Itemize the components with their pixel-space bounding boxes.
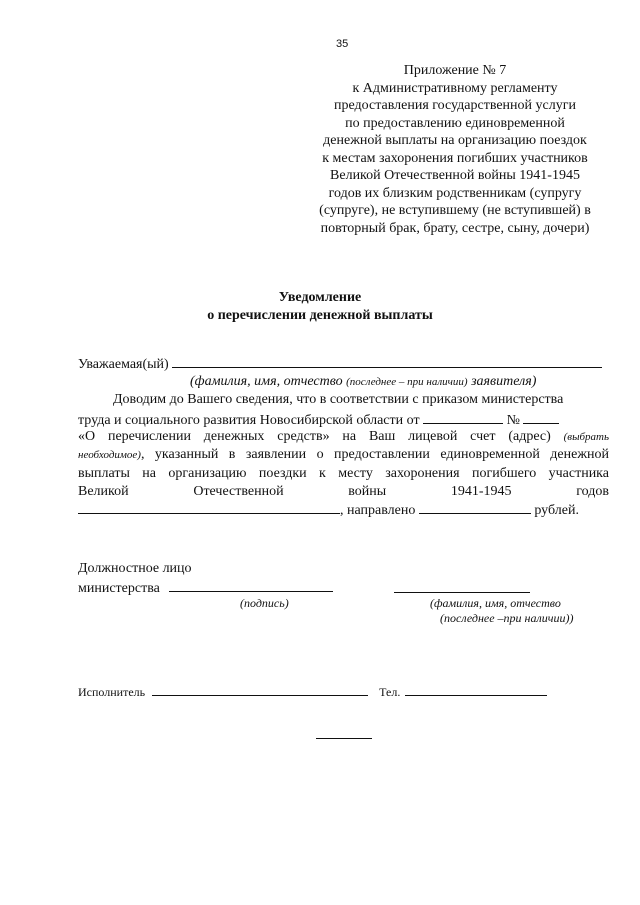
body-line-4: необходимое), указанный в заявлении о предоставлении единовременной денежной [78, 447, 609, 462]
annex-line: денежной выплаты на организацию поездок [323, 133, 587, 148]
page-number: 35 [336, 38, 349, 50]
name-hint-1: (фамилия, имя, отчество [430, 596, 561, 610]
annex-line: (супруге), не вступившему (не вступившей) в [319, 203, 591, 218]
signature-blank[interactable] [169, 578, 333, 592]
ministry-label: министерства [78, 578, 333, 599]
salutation-hint: (фамилия, имя, отчество (последнее – при наличии) заявителя) [190, 374, 537, 389]
salutation-blank-1[interactable] [172, 354, 248, 368]
amount-blank[interactable] [419, 500, 531, 514]
document-title: Уведомление [278, 290, 362, 305]
salutation-row [78, 354, 602, 375]
annex-line: к Административному регламенту [352, 80, 558, 96]
annex-line: Приложение № 7 [403, 63, 507, 78]
end-divider [316, 738, 372, 739]
annex-line: годов их близким родственникам (супругу [328, 185, 582, 201]
executor-blank[interactable] [152, 684, 368, 696]
executor-row [78, 684, 547, 700]
salutation-label: Уважаемая(ый) [78, 357, 169, 372]
order-date-blank[interactable] [423, 410, 503, 424]
annex-line: повторный брак, брату, сестре, сыну, дочери) [320, 220, 590, 236]
salutation-blank-2[interactable] [248, 354, 602, 368]
body-line-3: «О перечислении денежных средств» на Ваш лицевой счет (адрес) (выбрать [78, 429, 610, 444]
name-hint-2: (последнее –при наличии)) [440, 611, 574, 625]
body-line-6: Великой Отечественной войны 1941-1945 годов [78, 484, 609, 499]
document-subtitle: о перечислении денежной выплаты [207, 308, 433, 323]
annex-line: Великой Отечественной войны 1941-1945 [330, 168, 580, 183]
address-blank[interactable] [78, 500, 340, 514]
executor-label: Исполнитель [78, 685, 146, 699]
annex-header [290, 62, 620, 237]
body-line-2: труда и социального развития Новосибирской области от № [78, 410, 559, 431]
annex-line: предоставления государственной услуги [334, 98, 576, 113]
tel-blank[interactable] [405, 684, 547, 696]
body-line-5: выплаты на организацию поездки к месту захоронения погибшего участника [78, 466, 609, 481]
body-line-7: , направлено рублей. [78, 500, 579, 521]
order-number-blank[interactable] [523, 410, 559, 424]
signature-hint: (подпись) [240, 596, 289, 610]
official-label: Должностное лицо [78, 561, 192, 576]
body-line-1: Доводим до Вашего сведения, что в соответствии с приказом министерства [113, 392, 564, 407]
tel-label: Тел. [379, 685, 401, 699]
official-name-blank[interactable] [394, 578, 530, 593]
annex-line: по предоставлению единовременной [345, 115, 565, 131]
annex-line: к местам захоронения погибших участников [322, 150, 588, 166]
